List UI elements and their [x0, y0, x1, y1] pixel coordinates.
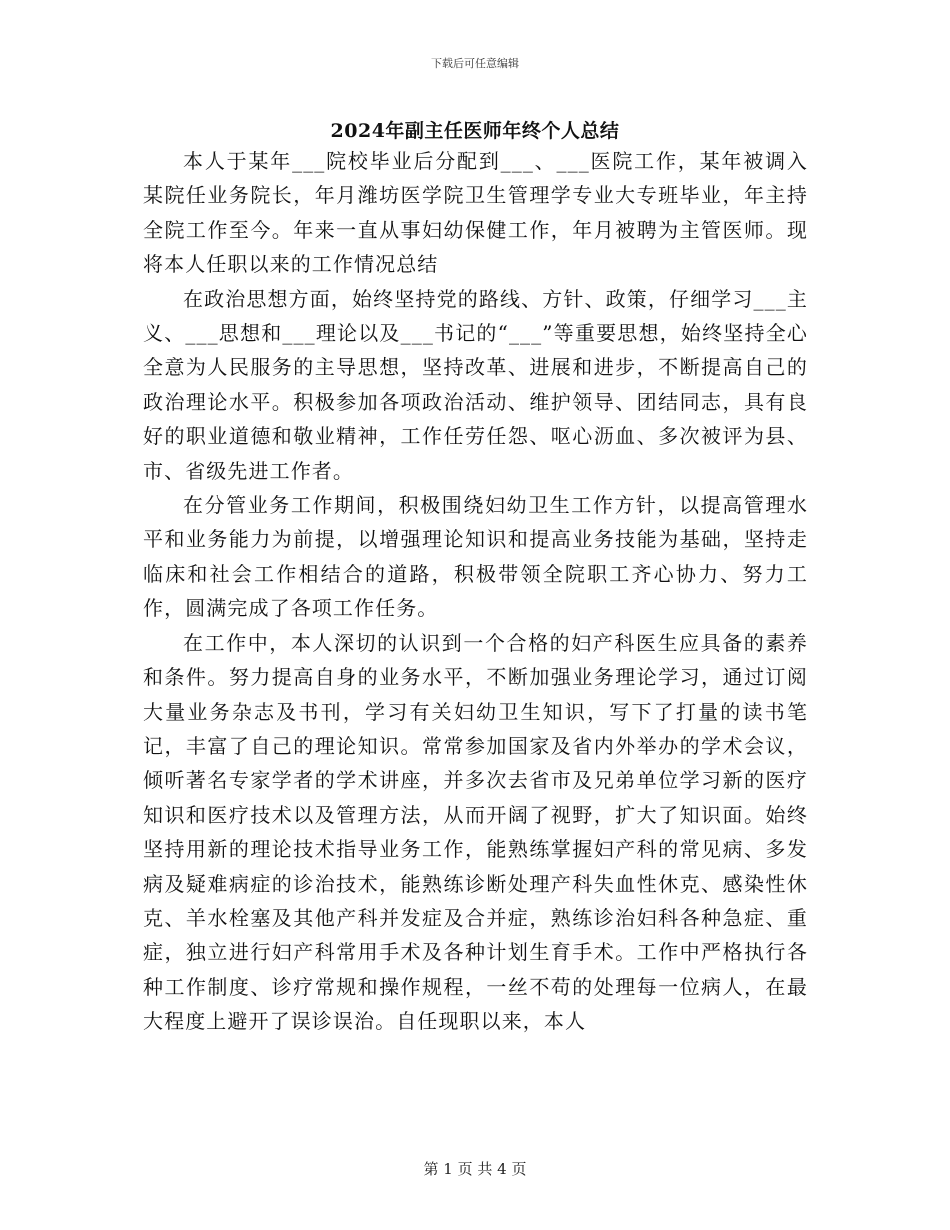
paragraph-political: 在政治思想方面，始终坚持党的路线、方针、政策，仔细学习___主义、___思想和___理论以及___书记的“___”等重要思想，始终坚持全心全意为人民服务的主导思想，坚持改革、进展和进步，不断提高自己的政治理论水平。积极参加各项政治活动、维护领导、团结同志，具有良好的职业道德和敬业精神，工作任劳任怨、呕心沥血、多次被评为县、市、省级先进工作者。 [143, 286, 808, 483]
header-note: 下载后可任意编辑 [431, 57, 519, 70]
document-body [143, 144, 808, 1039]
paragraph-management: 在分管业务工作期间，积极围绕妇幼卫生工作方针，以提高管理水平和业务能力为前提，以增强理论知识和提高业务技能为基础，坚持走临床和社会工作相结合的道路，积极带领全院职工齐心协力、努力工作，圆满完成了各项工作任务。 [143, 493, 808, 621]
paragraph-intro: 本人于某年___院校毕业后分配到___、___医院工作，某年被调入某院任业务院长，年月潍坊医学院卫生管理学专业大专班毕业，年主持全院工作至今。年来一直从事妇幼保健工作，年月被聘为主管医师。现将本人任职以来的工作情况总结 [143, 149, 808, 277]
paragraph-professional: 在工作中，本人深切的认识到一个合格的妇产科医生应具备的素养和条件。努力提高自身的业务水平，不断加强业务理论学习，通过订阅大量业务杂志及书刊，学习有关妇幼卫生知识，写下了打量的读书笔记，丰富了自己的理论知识。常常参加国家及省内外举办的学术会议，倾听著名专家学者的学术讲座，并多次去省市及兄弟单位学习新的医疗知识和医疗技术以及管理方法，从而开阔了视野，扩大了知识面。始终坚持用新的理论技术指导业务工作，能熟练掌握妇产科的常见病、多发病及疑难病症的诊治技术，能熟练诊断处理产科失血性休克、感染性休克、羊水栓塞及其他产科并发症及合并症，熟练诊治妇科各种急症、重症，独立进行妇产科常用手术及各种计划生育手术。工作中严格执行各种工作制度、诊疗常规和操作规程，一丝不苟的处理每一位病人，在最大程度上避开了误诊误治。自任现职以来，本人 [143, 630, 808, 1034]
page-number-footer: 第 1 页 共 4 页 [423, 1160, 527, 1178]
document-title: 2024年副主任医师年终个人总结 [330, 120, 620, 142]
